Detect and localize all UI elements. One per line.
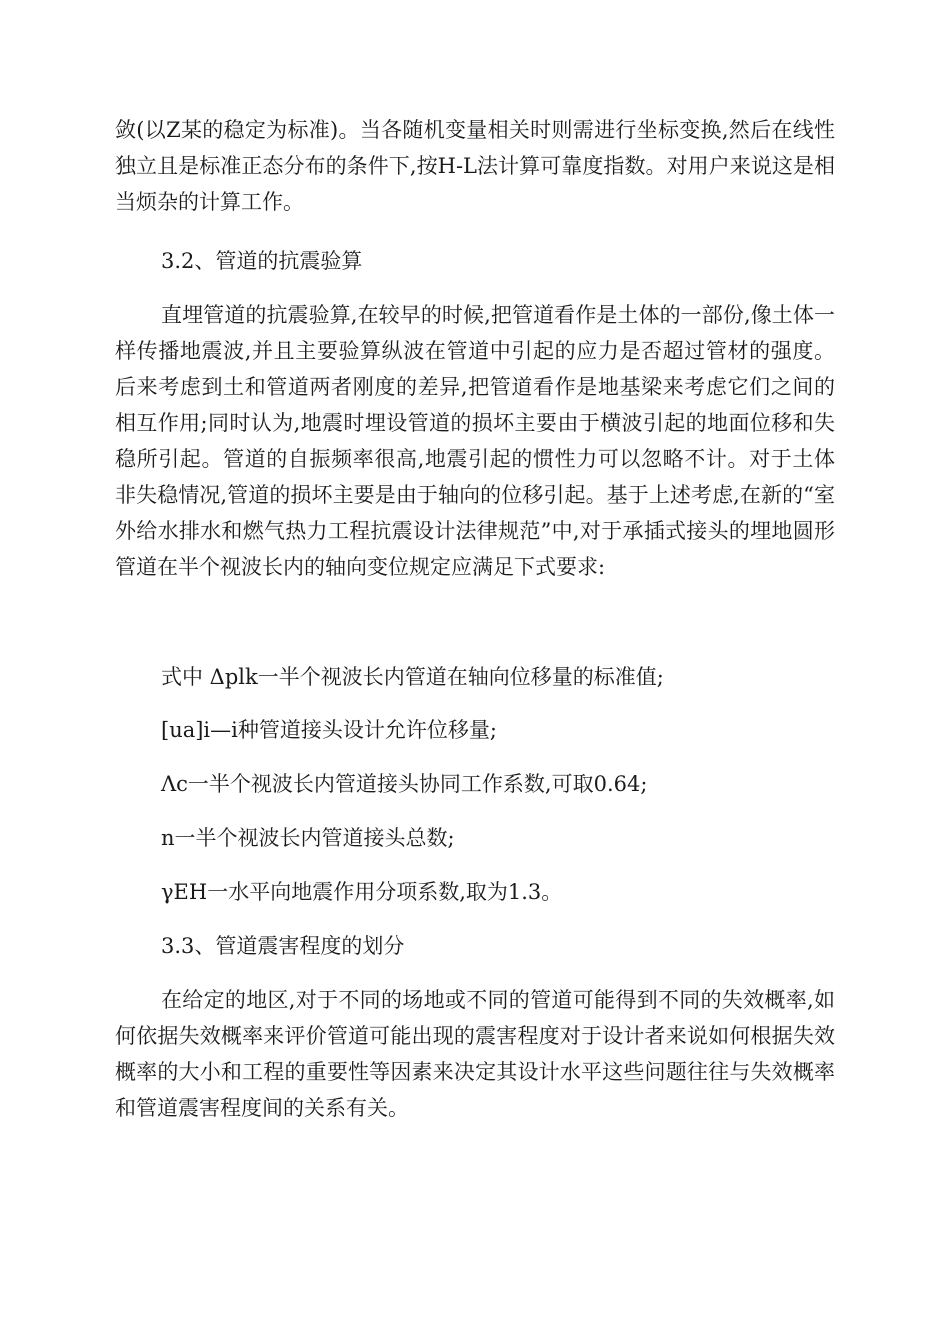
definition-delta-plk: 式中 Δplk一半个视波长内管道在轴向位移量的标准值;	[161, 665, 664, 689]
definition-n: n一半个视波长内管道接头总数;	[161, 826, 455, 850]
paragraph-intro: 敛(以Z某的稳定为标准)。当各随机变量相关时则需进行坐标变换,然后在线性独立且是标准正态分布的条件下,按H-L法计算可靠度指数。对用户来说这是相当烦杂的计算工作。	[115, 118, 835, 214]
section-heading-3-2: 3.2、管道的抗震验算	[161, 249, 363, 273]
paragraph-seismic-check: 直埋管道的抗震验算,在较早的时候,把管道看作是土体的一部份,像土体一样传播地震波,并且主要验算纵波在管道中引起的应力是否超过管材的强度。后来考虑到土和管道两者刚度的差异,把管道看作是地基梁来考虑它们之间的相互作用;同时认为,地震时埋设管道的损坏主要由于横波引起的地面位移和失稳所引起。管道的自振频率很高,地震引起的惯性力可以忽略不计。对于土体非失稳情况,管道的损坏主要是由于轴向的位移引起。基于上述考虑,在新的“室外给水排水和燃气热力工程抗震设计法律规范”中,对于承插式接头的埋地圆形管道在半个视波长内的轴向变位规定应满足下式要求:	[115, 303, 835, 579]
paragraph-damage-levels: 在给定的地区,对于不同的场地或不同的管道可能得到不同的失效概率,如何依据失效概率来评价管道可能出现的震害程度对于设计者来说如何根据失效概率的大小和工程的重要性等因素来决定其设计水平这些问题往往与失效概率和管道震害程度间的关系有关。	[115, 988, 835, 1120]
definition-lambda-c: Λc一半个视波长内管道接头协同工作系数,可取0.64;	[161, 772, 648, 796]
definition-ua-i: [ua]i—i种管道接头设计允许位移量;	[161, 718, 497, 742]
definition-gamma-eh: γEH一水平向地震作用分项系数,取为1.3。	[161, 880, 563, 904]
section-heading-3-3: 3.3、管道震害程度的划分	[161, 934, 405, 958]
